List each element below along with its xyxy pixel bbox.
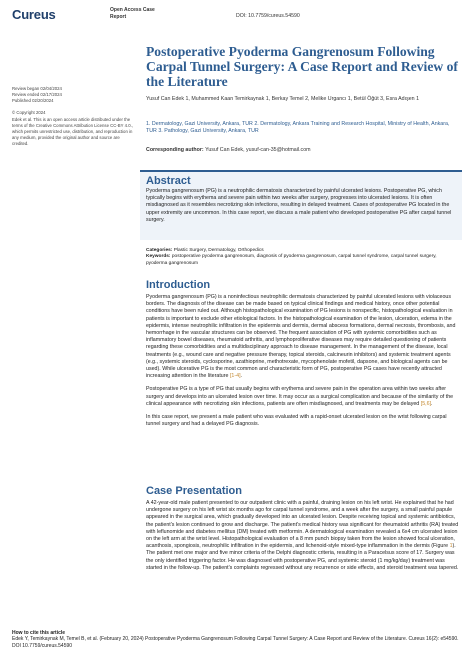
intro-p1-text: Pyoderma gangrenosum (PG) is a noninfectious neutrophilic dermatosis characterized by painful ulcerated lesions with violaceous borders. The diagnosis of the disease can be made based on typical clinical findings and medical history, once other potential conditions have been ruled out. Although histopathological examination of PG lesions is nonspecific, histopathological evaluation in patients is important to exclude other etiological factors. In the histopathological examination of the lesion, ulceration, edema in the epidermis, intense neutrophilic infiltration in the epidermis and dermis, dermal abscess formations, dermal necrosis, thrombosis, and hemorrhage in the vascular structures can be observed. The frequent association of PG with systemic comorbidities such as inflammatory bowel diseases, rheumatoid arthritis, and lymphoproliferative diseases may require detailed questioning of patients regarding these comorbidities and a multidisciplinary approach to disease management. In the management of the disease, local treatments (e.g., wound care and negative pressure therapy, topical steroids, calcineurin inhibitors) and systemic treatment agents (e.g., systemic steroids, cyclosporine, azathioprine, methotrexate, mycophenolate mofetil, dapsone, and biological agents can be used). While ulcerative PG is the most common and characteristic form of PG, postoperative PG cases have recently attracted increasing attention in the literature — [146, 294, 456, 380]
figure-ref[interactable]: 1 — [449, 543, 453, 550]
abstract-heading: Abstract — [146, 175, 191, 187]
categories-label: Categories: — [146, 248, 173, 253]
review-began: Review began 02/04/2024 — [12, 86, 62, 91]
citation-footer — [12, 630, 462, 649]
article-title: Postoperative Pyoderma Gangrenosum Following Carpal Tunnel Surgery: A Case Report and Review of the Literature — [146, 44, 458, 89]
case-p1-end: ). The patient met one major and five minor criteria of the Delphi diagnostic criteria, resulting in a Paracelsus score of 17. Surgery was the only identified triggering factor. He was diagnosed with postoperative PG, and systemic steroid (1 mg/kg/day) treatment was started in the follow-up. The patient's complaints regressed without any recurrence or side effects, and steroid treatment was tapered. — [146, 543, 459, 571]
case-p1-text: A 42-year-old male patient presented to our outpatient clinic with a painful, draining lesion on his left wrist. He explained that he had undergone surgery on his left wrist six months ago for carpal tunnel syndrome, and a week after the surgery, a small painful papule appeared in the surgical area, which gradually developed into an ulcerated lesion. Despite receiving topical and systemic antibiotics, the patient's lesion continued to grow and discharge. The patient's medical history was significant for rheumatoid arthritis (RA) treated with leflunomide and diabetes mellitus (DM) treated with metformin. A dermatological examination revealed a 6x4 cm ulcerated lesion on the left arm at the wrist level. Histopathological evaluation of a 8 mm punch biopsy taken from the lesion showed focal ulceration, acanthosis, spongiosis, neutrophilic infiltration in the epidermis, and lichenoid-style mixed-type inflammation in the dermis (Figure — [146, 500, 459, 550]
access-line-1: Open Access Case — [110, 7, 155, 13]
corresponding-label: Corresponding author: — [146, 147, 204, 153]
categories-value: Plastic Surgery, Dermatology, Orthopedics — [173, 248, 264, 253]
review-ended: Review ended 02/17/2024 — [12, 92, 62, 97]
license-text: Edek et al. This is an open access article distributed under the terms of the Creative Commons Attribution License CC-BY 4.0., which permits unrestricted use, distribution, and reproduction in any medium, provided the original author and source are credited. — [12, 117, 134, 146]
access-line-2: Report — [110, 14, 127, 20]
intro-ref-2[interactable]: [5,6] — [420, 400, 432, 407]
case-paragraph-1 — [146, 500, 462, 572]
journal-logo: Cureus — [12, 7, 56, 22]
corresponding-value[interactable]: Yusuf Can Edek, yusuf-can-35@hotmail.com — [205, 147, 311, 153]
open-access-label — [110, 7, 155, 21]
intro-paragraph-2: Postoperative PG is a type of PG that usually begins with erythema and severe pain in the operation area within two weeks after surgery and develops into an ulcerated lesion over time. It may occur as a surgical complication and because of the similarity of the clinical appearance with necrotizing skin infections, patients are often misdiagnosed, and treatments may be delayed [5,6]. — [146, 386, 454, 407]
review-dates — [12, 86, 134, 104]
doi-header[interactable]: DOI: 10.7759/cureus.54590 — [236, 13, 300, 19]
introduction-heading: Introduction — [146, 279, 211, 291]
article-sidebar — [12, 86, 134, 147]
intro-p2-text: Postoperative PG is a type of PG that usually begins with erythema and severe pain in the operation area within two weeks after surgery and develops into an ulcerated lesion over time. It may occur as a surgical complication and because of the similarity of the clinical appearance with necrotizing skin infections, patients are often misdiagnosed, and treatments may be delayed — [146, 386, 454, 407]
abstract-text: Pyoderma gangrenosum (PG) is a neutrophilic dermatosis characterized by painful ulcerated lesions. Postoperative PG, which typically begins with erythema and severe pain within two weeks after surgery, progresses into ulcerated lesions. It is often misdiagnosed as it resembles necrotizing skin infections, resulting in delayed treatment. Cases of postoperative PG located in the upper extremity are uncommon. In this case report, we discuss a male patient who developed postoperative PG after carpal tunnel surgery. — [146, 188, 452, 223]
case-heading: Case Presentation — [146, 485, 242, 497]
keywords-label: Keywords: — [146, 254, 171, 260]
intro-paragraph-3: In this case report, we present a male patient who was evaluated with a rapid-onset ulcerated lesion on the wrist following carpal tunnel surgery and had a delayed PG diagnosis. — [146, 414, 447, 428]
author-list: Yusuf Can Edek 1, Muhammed Kaan Temirkaynak 1, Berkay Temel 2, Melike Urgancı 1, Betül Öğüt 3, Esra Adışen 1 — [146, 96, 420, 102]
affiliations: 1. Dermatology, Gazi University, Ankara, TUR 2. Dermatology, Ankara Training and Research Hospital, Ministry of Health, Ankara, TUR 3. Pathology, Gazi University, Ankara, TUR — [146, 121, 450, 134]
case-section — [146, 485, 462, 578]
keywords-line — [146, 254, 456, 267]
keywords-value: postoperative pyoderma gangrenosum, diagnosis of pyoderma gangrenosum, carpal tunnel syndrome, carpal tunnel surgery, pyoderma gangrenosum — [146, 254, 437, 266]
introduction-section — [146, 279, 462, 434]
citation-text: Edek Y, Temirkaynak M, Temel B, et al. (February 20, 2024) Postoperative Pyoderma Gangrenosum Following Carpal Tunnel Surgery: A Case Report and Review of the Literature. Cureus 16(2): e54590. DOI 10.7759/cureus.54590 — [12, 636, 459, 649]
copyright: © Copyright 2024 — [12, 110, 46, 115]
published-date: Published 02/20/2024 — [12, 98, 54, 103]
abstract-box — [140, 170, 462, 240]
corresponding-author — [146, 147, 456, 153]
how-to-cite: How to cite this article — [12, 630, 66, 636]
categories-keywords — [146, 248, 456, 267]
intro-ref-1[interactable]: [1-4] — [229, 373, 241, 380]
intro-paragraph-1: Pyoderma gangrenosum (PG) is a noninfectious neutrophilic dermatosis characterized by painful ulcerated lesions with violaceous borders. The diagnosis of the disease can be made based on typical clinical findings and medical history, once other potential conditions have been ruled out. Although histopathological examination of PG lesions is nonspecific, histopathological evaluation in patients is important to exclude other etiological factors. In the histopathological examination of the lesion, ulceration, edema in the epidermis, intense neutrophilic infiltration in the epidermis and dermis, dermal abscess formations, dermal necrosis, thrombosis, and hemorrhage in the vascular structures can be observed. The frequent association of PG with systemic comorbidities such as inflammatory bowel diseases, rheumatoid arthritis, and lymphoproliferative diseases may require detailed questioning of patients regarding these comorbidities and a multidisciplinary approach to disease management. In the management of the disease, local treatments (e.g., wound care and negative pressure therapy, topical steroids, calcineurin inhibitors) and systemic treatment agents (e.g., systemic steroids, cyclosporine, azathioprine, methotrexate, mycophenolate mofetil, dapsone, and biological agents can be used). While ulcerative PG is the most common and characteristic form of PG, postoperative PG cases have recently attracted increasing attention in the literature [1-4]. — [146, 294, 456, 380]
